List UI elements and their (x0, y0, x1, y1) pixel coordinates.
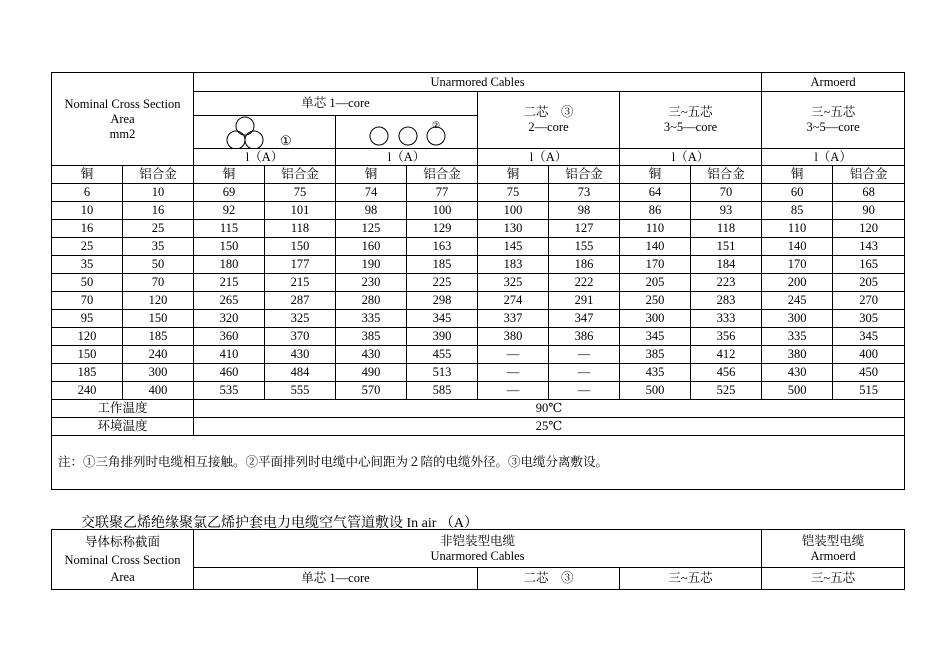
table-cell: 120 (123, 292, 194, 310)
table-cell: 298 (407, 292, 478, 310)
table-cell: 300 (762, 310, 833, 328)
ampacity-table (51, 72, 905, 490)
table-cell: 70 (691, 184, 762, 202)
table-cell: 223 (691, 274, 762, 292)
table-cell: 513 (407, 364, 478, 382)
table-cell: 412 (691, 346, 762, 364)
table-cell: 190 (336, 256, 407, 274)
table-cell: 570 (336, 382, 407, 400)
table-cell: 356 (691, 328, 762, 346)
table-cell: 335 (336, 310, 407, 328)
table-row (52, 184, 905, 202)
table-cell: 360 (194, 328, 265, 346)
table-cell: 115 (194, 220, 265, 238)
col-copper: 铜 (52, 166, 123, 184)
table-cell: 390 (407, 328, 478, 346)
col-alloy: 铝合金 (407, 166, 478, 184)
table-cell: 585 (407, 382, 478, 400)
table-cell: 120 (52, 328, 123, 346)
table-cell: 500 (762, 382, 833, 400)
trefoil-mark: ① (279, 133, 292, 148)
unit-cell: l（A） (194, 149, 336, 166)
table-note: 注：①三角排列时电缆相互接触。②平面排列时电缆中心间距为２陪的电缆外径。③电缆分离敷设。 (52, 436, 905, 490)
unarmored-header-2: 非铠装型电缆 Unarmored Cables (194, 530, 762, 568)
table-cell: 170 (620, 256, 691, 274)
table-cell: 291 (549, 292, 620, 310)
flat-cables-icon (352, 116, 462, 148)
table-cell: 130 (478, 220, 549, 238)
table-cell: 400 (123, 382, 194, 400)
table-cell: 125 (336, 220, 407, 238)
table-row (52, 274, 905, 292)
col-alloy: 铝合金 (833, 166, 905, 184)
table-cell: 370 (265, 328, 336, 346)
table-cell: 430 (336, 346, 407, 364)
table-cell: 90 (833, 202, 905, 220)
table-cell: 325 (478, 274, 549, 292)
table-cell: 484 (265, 364, 336, 382)
single-core-header-2: 单芯 1—core (194, 568, 478, 590)
table-cell: 280 (336, 292, 407, 310)
table-cell: 380 (478, 328, 549, 346)
table-row (52, 382, 905, 400)
table-cell: 185 (52, 364, 123, 382)
table-cell: 127 (549, 220, 620, 238)
col-copper: 铜 (336, 166, 407, 184)
table-cell: 240 (52, 382, 123, 400)
unit-cell: l（A） (762, 149, 905, 166)
unit-cell: l（A） (478, 149, 620, 166)
table-cell: 163 (407, 238, 478, 256)
table-cell: 345 (407, 310, 478, 328)
table-cell: — (549, 382, 620, 400)
trefoil-arrangement (194, 116, 336, 149)
table-cell: 100 (407, 202, 478, 220)
table-cell: 74 (336, 184, 407, 202)
table-cell: 155 (549, 238, 620, 256)
col-copper: 铜 (762, 166, 833, 184)
table-cell: 240 (123, 346, 194, 364)
table-cell: 145 (478, 238, 549, 256)
col-alloy: 铝合金 (265, 166, 336, 184)
table-cell: 118 (691, 220, 762, 238)
table-cell: 500 (620, 382, 691, 400)
table-row (52, 202, 905, 220)
col-alloy: 铝合金 (549, 166, 620, 184)
table-cell: 245 (762, 292, 833, 310)
table-cell: 456 (691, 364, 762, 382)
table-cell: 110 (620, 220, 691, 238)
table-cell: 85 (762, 202, 833, 220)
armored-core-header: 三~五芯 3~5—core (762, 92, 905, 149)
table-row (52, 364, 905, 382)
table-cell: 183 (478, 256, 549, 274)
table-cell: 335 (762, 328, 833, 346)
ambient-temp-label: 环境温度 (52, 418, 194, 436)
armored-core-header-2: 三~五芯 (762, 568, 905, 590)
table-cell: — (478, 364, 549, 382)
table-cell: 435 (620, 364, 691, 382)
table-cell: 180 (194, 256, 265, 274)
table-cell: 92 (194, 202, 265, 220)
col-copper: 铜 (194, 166, 265, 184)
three-five-core-header: 三~五芯 3~5—core (620, 92, 762, 149)
table-cell: 170 (762, 256, 833, 274)
unit-cell: l（A） (336, 149, 478, 166)
table-cell: 430 (762, 364, 833, 382)
table-cell: 98 (336, 202, 407, 220)
table-cell: 16 (123, 202, 194, 220)
table-cell: 75 (265, 184, 336, 202)
armored-header: Armoerd (762, 73, 905, 92)
table-cell: 274 (478, 292, 549, 310)
table-cell: 215 (265, 274, 336, 292)
table-row (52, 328, 905, 346)
table-cell: 386 (549, 328, 620, 346)
table-cell: 215 (194, 274, 265, 292)
table-cell: 165 (833, 256, 905, 274)
table-cell: 200 (762, 274, 833, 292)
table-row (52, 292, 905, 310)
table-cell: 185 (407, 256, 478, 274)
table-row (52, 310, 905, 328)
table-cell: 140 (620, 238, 691, 256)
table-cell: 490 (336, 364, 407, 382)
table-cell: 380 (762, 346, 833, 364)
section-caption: 交联聚乙烯绝缘聚氯乙烯护套电力电缆空气管道敷设 In air （A） (81, 516, 479, 531)
table-cell: 120 (833, 220, 905, 238)
table-cell: 75 (478, 184, 549, 202)
table-cell: 177 (265, 256, 336, 274)
table-cell: 300 (620, 310, 691, 328)
table-cell: 50 (123, 256, 194, 274)
table-cell: 555 (265, 382, 336, 400)
armored-header-2: 铠装型电缆 Armoerd (762, 530, 905, 568)
table-cell: 184 (691, 256, 762, 274)
table-cell: 283 (691, 292, 762, 310)
table-cell: 100 (478, 202, 549, 220)
table-cell: 10 (123, 184, 194, 202)
table-cell: 337 (478, 310, 549, 328)
table-cell: 69 (194, 184, 265, 202)
unit-cell: l（A） (620, 149, 762, 166)
table-cell: 129 (407, 220, 478, 238)
table-cell: 345 (620, 328, 691, 346)
table-cell: 35 (123, 238, 194, 256)
table-cell: 70 (52, 292, 123, 310)
unarmored-header: Unarmored Cables (194, 73, 762, 92)
table-cell: 110 (762, 220, 833, 238)
table-cell: 205 (833, 274, 905, 292)
table-cell: 460 (194, 364, 265, 382)
table-cell: 140 (762, 238, 833, 256)
table-cell: 16 (52, 220, 123, 238)
table-cell: 70 (123, 274, 194, 292)
table-cell: 287 (265, 292, 336, 310)
table-cell: 345 (833, 328, 905, 346)
col-alloy: 铝合金 (691, 166, 762, 184)
table-cell: 93 (691, 202, 762, 220)
table-cell: — (549, 364, 620, 382)
ambient-temp-value: 25℃ (194, 418, 905, 436)
table-cell: 300 (123, 364, 194, 382)
table-cell: 250 (620, 292, 691, 310)
table-cell: 35 (52, 256, 123, 274)
table-cell: 50 (52, 274, 123, 292)
flat-mark: ② (431, 120, 440, 130)
three-five-core-header-2: 三~五芯 (620, 568, 762, 590)
table-cell: 270 (833, 292, 905, 310)
table-cell: 98 (549, 202, 620, 220)
two-core-header-2: 二芯 ③ (478, 568, 620, 590)
table-cell: 385 (620, 346, 691, 364)
table-cell: 150 (265, 238, 336, 256)
table-cell: 185 (123, 328, 194, 346)
table-cell: 95 (52, 310, 123, 328)
table-cell: 320 (194, 310, 265, 328)
table-cell: 160 (336, 238, 407, 256)
table-cell: 151 (691, 238, 762, 256)
conduit-table (51, 529, 905, 590)
nominal-section-header: Nominal Cross Section Area mm2 (52, 73, 194, 166)
table-cell: 186 (549, 256, 620, 274)
table-cell: 6 (52, 184, 123, 202)
table-cell: 515 (833, 382, 905, 400)
table-cell: 101 (265, 202, 336, 220)
table-cell: 73 (549, 184, 620, 202)
table-cell: 325 (265, 310, 336, 328)
table-cell: 150 (123, 310, 194, 328)
table-cell: 143 (833, 238, 905, 256)
table-cell: 305 (833, 310, 905, 328)
table-cell: 150 (52, 346, 123, 364)
table-cell: 385 (336, 328, 407, 346)
table-cell: 118 (265, 220, 336, 238)
col-copper: 铜 (478, 166, 549, 184)
table-cell: 430 (265, 346, 336, 364)
table-cell: 68 (833, 184, 905, 202)
table-cell: — (478, 346, 549, 364)
table-cell: 455 (407, 346, 478, 364)
table-cell: 333 (691, 310, 762, 328)
table-cell: 150 (194, 238, 265, 256)
table-cell: 535 (194, 382, 265, 400)
table-row (52, 220, 905, 238)
col-alloy: 铝合金 (123, 166, 194, 184)
table-row (52, 346, 905, 364)
table-cell: — (478, 382, 549, 400)
single-core-header: 单芯 1—core (194, 92, 478, 116)
table-cell: 25 (123, 220, 194, 238)
table-cell: 347 (549, 310, 620, 328)
table-cell: — (549, 346, 620, 364)
table-cell: 77 (407, 184, 478, 202)
work-temp-label: 工作温度 (52, 400, 194, 418)
table-cell: 205 (620, 274, 691, 292)
table-cell: 450 (833, 364, 905, 382)
table-row (52, 238, 905, 256)
col-copper: 铜 (620, 166, 691, 184)
table-cell: 230 (336, 274, 407, 292)
work-temp-value: 90℃ (194, 400, 905, 418)
nominal-section-header-2: 导体标称截面 Nominal Cross Section Area (52, 530, 194, 590)
table-cell: 400 (833, 346, 905, 364)
table-cell: 60 (762, 184, 833, 202)
table-cell: 10 (52, 202, 123, 220)
table-cell: 222 (549, 274, 620, 292)
table-cell: 86 (620, 202, 691, 220)
table-row (52, 256, 905, 274)
flat-arrangement (336, 116, 478, 149)
table-cell: 25 (52, 238, 123, 256)
two-core-header: 二芯 ③ 2—core (478, 92, 620, 149)
trefoil-cables-icon (220, 116, 310, 148)
table-cell: 64 (620, 184, 691, 202)
table-cell: 410 (194, 346, 265, 364)
table-cell: 225 (407, 274, 478, 292)
table-cell: 525 (691, 382, 762, 400)
table-cell: 265 (194, 292, 265, 310)
